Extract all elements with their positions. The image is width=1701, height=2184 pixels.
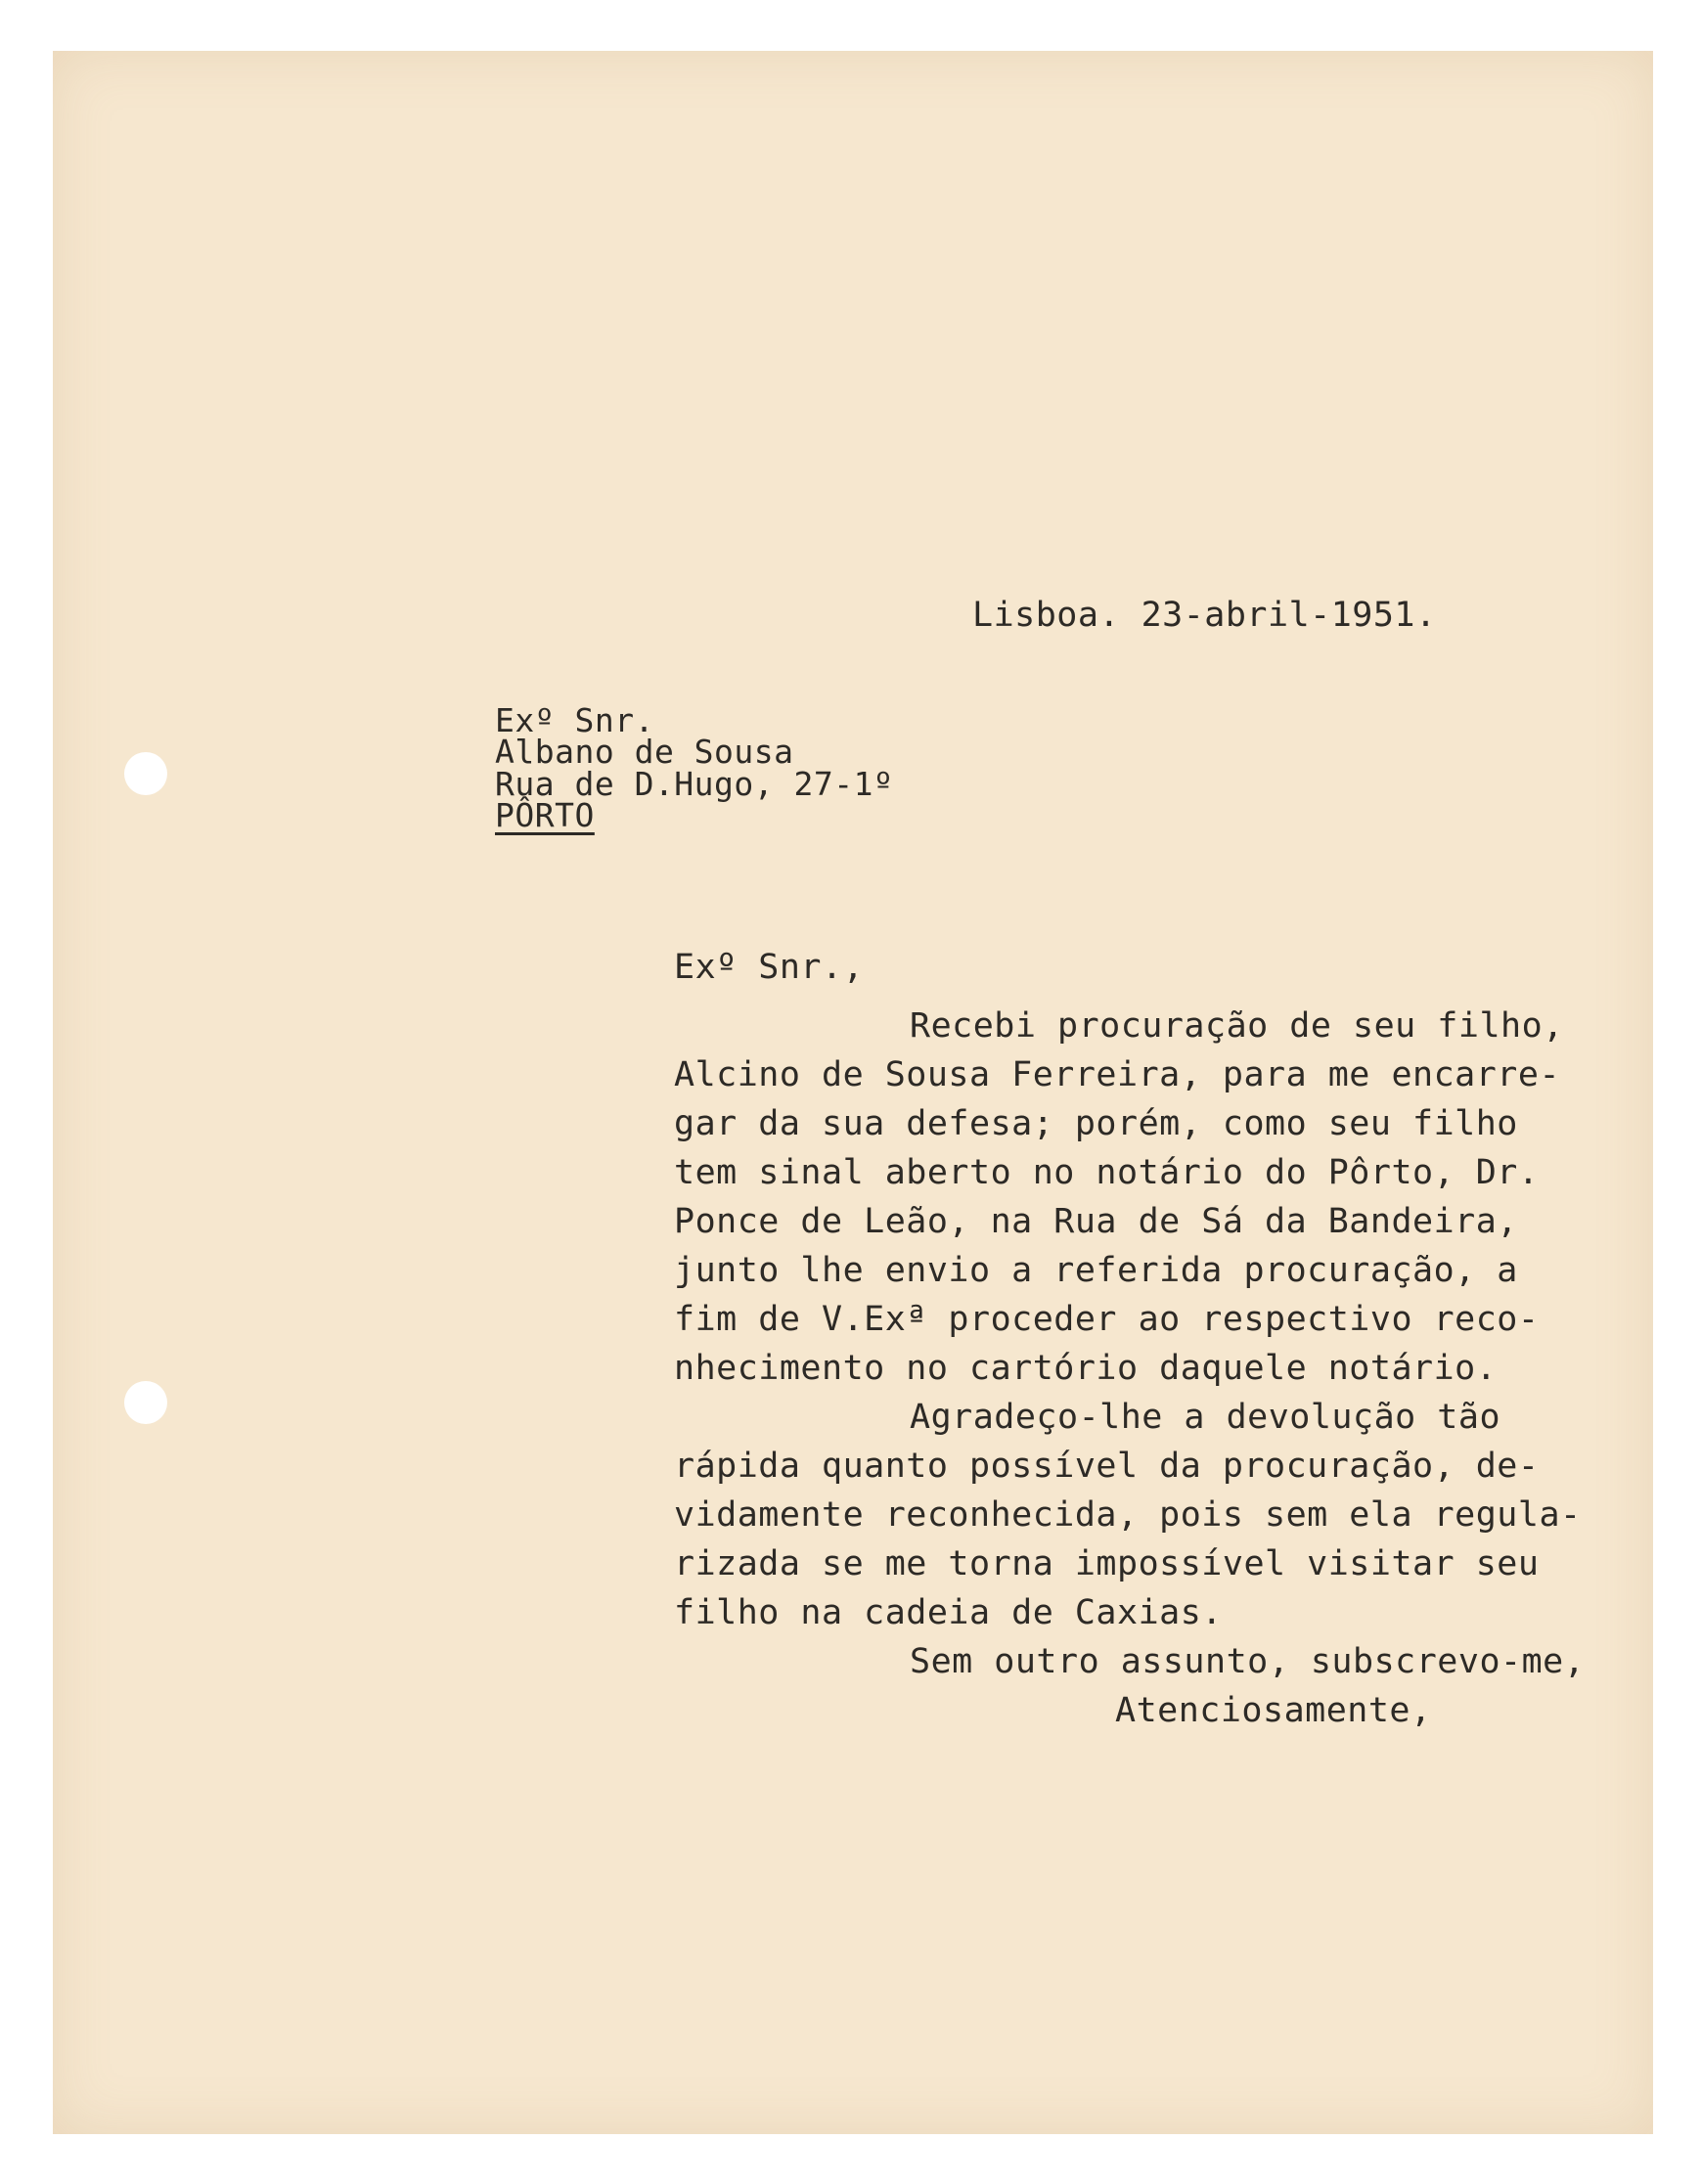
body-line: filho na cadeia de Caxias. [674,1593,1223,1632]
recipient-name: Albano de Sousa [495,733,794,771]
letter-greeting: Exº Snr., [674,948,865,987]
body-line: gar da sua defesa; porém, como seu filho [674,1104,1518,1143]
body-line: vidamente reconhecida, pois sem ela regula- [674,1495,1582,1535]
body-line: Recebi procuração de seu filho, [910,1006,1564,1046]
body-line: fim de V.Exª proceder ao respectivo reco- [674,1300,1540,1339]
body-line: rizada se me torna impossível visitar seu [674,1544,1540,1583]
closing-line: Sem outro assunto, subscrevo-me, [910,1642,1586,1681]
sign-off: Atenciosamente, [1115,1691,1432,1730]
body-line: Alcino de Sousa Ferreira, para me encarre- [674,1055,1561,1094]
recipient-salutation: Exº Snr. [495,701,654,739]
letter-date: Lisboa. 23-abril-1951. [972,596,1437,635]
recipient-street: Rua de D.Hugo, 27-1º [495,765,894,803]
body-line: tem sinal aberto no notário do Pôrto, Dr. [674,1153,1540,1192]
letter-page [53,51,1653,2134]
body-line: Ponce de Leão, na Rua de Sá da Bandeira, [674,1202,1518,1241]
recipient-city: PÔRTO [495,796,595,834]
punch-hole [124,1381,167,1424]
body-line: junto lhe envio a referida procuração, a [674,1251,1518,1290]
body-line: nhecimento no cartório daquele notário. [674,1349,1498,1388]
punch-hole [124,752,167,795]
body-line: rápida quanto possível da procuração, de- [674,1447,1540,1486]
body-line: Agradeço-lhe a devolução tão [910,1398,1501,1437]
